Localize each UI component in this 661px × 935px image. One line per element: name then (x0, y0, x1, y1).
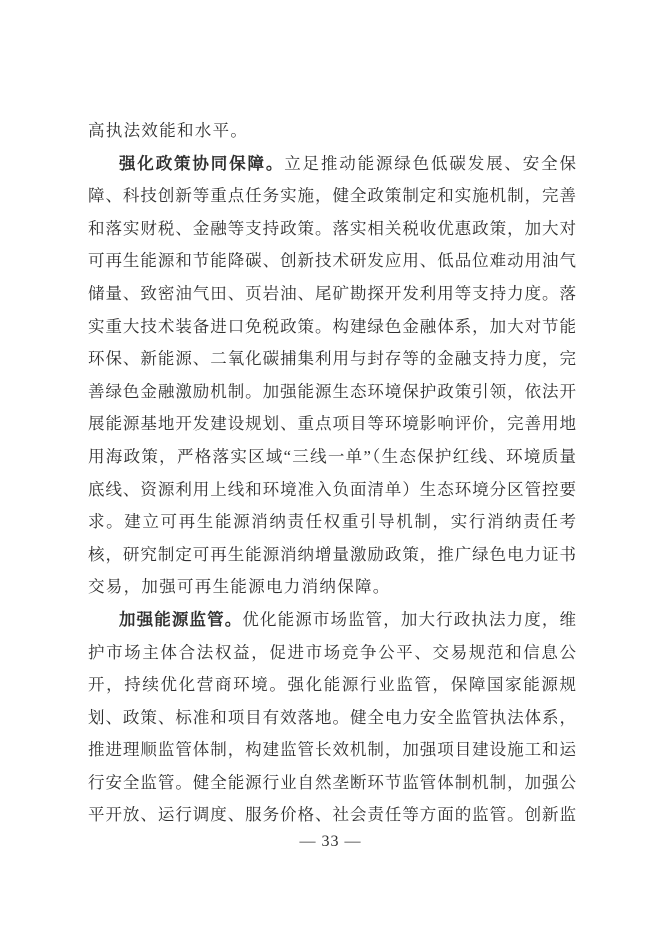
text-line (88, 571, 576, 604)
line-text: 底线、资源利用上线和环境准入负面清单）生态环境分区管控要 (88, 479, 576, 499)
line-text: 优化能源市场监管，加大行政执法力度，维 (242, 609, 576, 629)
line-text: 实重大技术装备进口免税政策。构建绿色金融体系，加大对节能 (88, 316, 576, 336)
line-text: 求。建立可再生能源消纳责任权重引导机制，实行消纳责任考 (88, 512, 576, 532)
text-line (88, 376, 576, 409)
line-text: 核，研究制定可再生能源消纳增量激励政策，推广绿色电力证书 (88, 544, 576, 564)
line-text: 展能源基地开发建设规划、重点项目等环境影响评价，完善用地 (88, 414, 576, 434)
line-text: 用海政策，严格落实区域“三线一单”（生态保护红线、环境质量 (88, 446, 576, 466)
page-number: — 33 — (299, 833, 362, 850)
text-line (88, 506, 576, 539)
line-text: 环保、新能源、二氧化碳捕集利用与封存等的金融支持力度，完 (88, 349, 576, 369)
text-line (88, 767, 576, 800)
line-text: 障、科技创新等重点任务实施，健全政策制定和实施机制，完善 (88, 186, 576, 206)
line-text: 推进理顺监管体制，构建监管长效机制，加强项目建设施工和运 (88, 740, 576, 760)
text-line (88, 539, 576, 572)
line-text: 高执法效能和水平。 (88, 121, 249, 140)
line-text: 平开放、运行调度、服务价格、社会责任等方面的监管。创新监 (88, 805, 576, 825)
text-line (88, 408, 576, 441)
text-line (88, 604, 576, 637)
paragraph-lead: 加强能源监管。 (119, 609, 243, 629)
text-line (88, 441, 576, 474)
text-line (88, 213, 576, 246)
line-text: 善绿色金融激励机制。加强能源生态环境保护政策引领，依法开 (88, 381, 576, 401)
text-line (88, 799, 576, 832)
line-text: 储量、致密油气田、页岩油、尾矿勘探开发利用等支持力度。落 (88, 283, 576, 303)
text-line (88, 637, 576, 670)
line-text: 护市场主体合法权益，促进市场竞争公平、交易规范和信息公 (88, 642, 576, 662)
text-line (88, 278, 576, 311)
text-line (88, 669, 576, 702)
text-line (88, 245, 576, 278)
line-text: 可再生能源和节能降碳、创新技术研发应用、低品位难动用油气 (88, 251, 576, 271)
document-body (88, 115, 576, 832)
text-line (88, 180, 576, 213)
line-text: 立足推动能源绿色低碳发展、安全保 (284, 153, 576, 173)
line-text: 交易，加强可再生能源电力消纳保障。 (88, 577, 391, 597)
line-text: 划、政策、标准和项目有效落地。健全电力安全监管执法体系， (88, 707, 576, 727)
paragraph-lead: 强化政策协同保障。 (119, 153, 285, 173)
text-line (88, 311, 576, 344)
line-text: 开，持续优化营商环境。强化能源行业监管，保障国家能源规 (88, 675, 576, 695)
line-text: 行安全监管。健全能源行业自然垄断环节监管体制机制，加强公 (88, 772, 576, 792)
text-line (88, 115, 576, 148)
text-line (88, 734, 576, 767)
text-line (88, 343, 576, 376)
text-line (88, 474, 576, 507)
text-line (88, 148, 576, 181)
text-line (88, 702, 576, 735)
line-text: 和落实财税、金融等支持政策。落实相关税收优惠政策，加大对 (88, 218, 576, 238)
